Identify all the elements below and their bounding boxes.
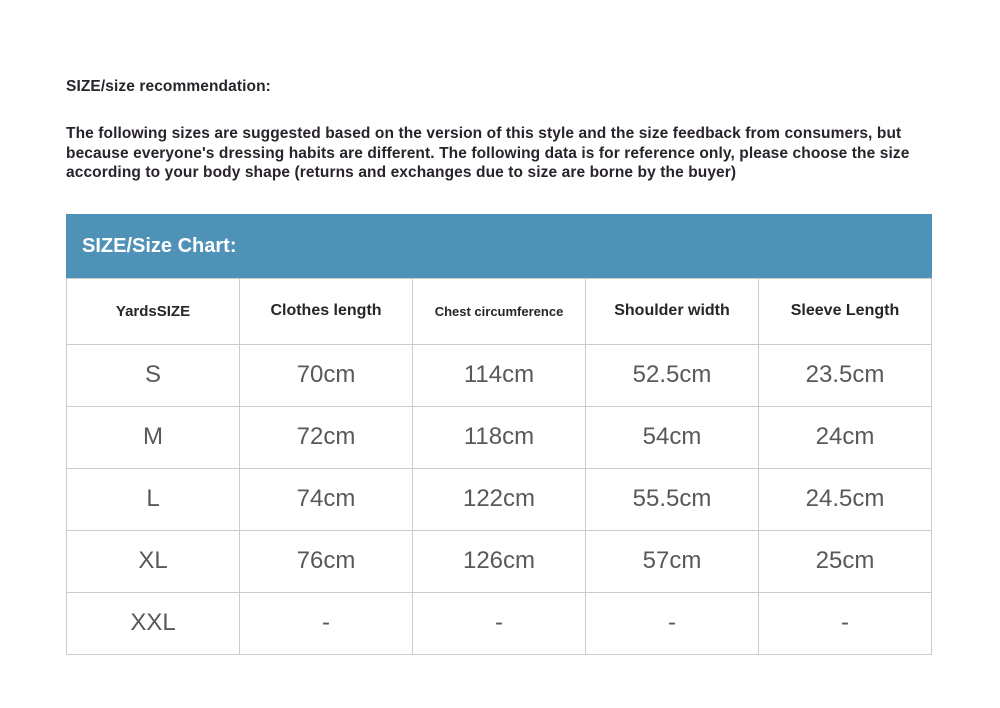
measurement-cell: 126cm — [413, 530, 586, 592]
size-table-header-row — [67, 278, 932, 344]
size-label-cell: M — [67, 406, 240, 468]
measurement-cell: 23.5cm — [759, 344, 932, 406]
measurement-cell: 52.5cm — [586, 344, 759, 406]
size-label-cell: XL — [67, 530, 240, 592]
size-recommendation-heading: SIZE/size recommendation: — [66, 78, 271, 95]
size-info-section — [66, 0, 932, 655]
measurement-cell: - — [240, 592, 413, 654]
column-header: Chest circumference — [413, 278, 586, 344]
size-chart-title: SIZE/Size Chart: — [82, 234, 237, 257]
column-header: Shoulder width — [586, 278, 759, 344]
measurement-cell: 74cm — [240, 468, 413, 530]
measurement-cell: 118cm — [413, 406, 586, 468]
size-table — [66, 278, 932, 655]
table-row — [67, 592, 932, 654]
table-row — [67, 344, 932, 406]
measurement-cell: 24cm — [759, 406, 932, 468]
measurement-cell: - — [759, 592, 932, 654]
size-chart-title-bar — [66, 214, 932, 278]
size-label-cell: S — [67, 344, 240, 406]
column-header: Sleeve Length — [759, 278, 932, 344]
measurement-cell: 24.5cm — [759, 468, 932, 530]
measurement-cell: 54cm — [586, 406, 759, 468]
measurement-cell: 55.5cm — [586, 468, 759, 530]
measurement-cell: 72cm — [240, 406, 413, 468]
measurement-cell: 122cm — [413, 468, 586, 530]
column-header: YardsSIZE — [67, 278, 240, 344]
measurement-cell: 76cm — [240, 530, 413, 592]
measurement-cell: 114cm — [413, 344, 586, 406]
column-header: Clothes length — [240, 278, 413, 344]
measurement-cell: 70cm — [240, 344, 413, 406]
size-label-cell: XXL — [67, 592, 240, 654]
table-row — [67, 530, 932, 592]
measurement-cell: 57cm — [586, 530, 759, 592]
size-label-cell: L — [67, 468, 240, 530]
size-recommendation-description: The following sizes are suggested based on the version of this style and the size feedback from consumers, but because everyone's dressing habits are different. The following data is for reference only, please choose the size according to your body shape (returns and exchanges due to size are borne by the buyer) — [66, 125, 910, 181]
size-table-body — [67, 344, 932, 654]
measurement-cell: - — [586, 592, 759, 654]
table-row — [67, 468, 932, 530]
measurement-cell: - — [413, 592, 586, 654]
size-table-head — [67, 278, 932, 344]
table-row — [67, 406, 932, 468]
measurement-cell: 25cm — [759, 530, 932, 592]
